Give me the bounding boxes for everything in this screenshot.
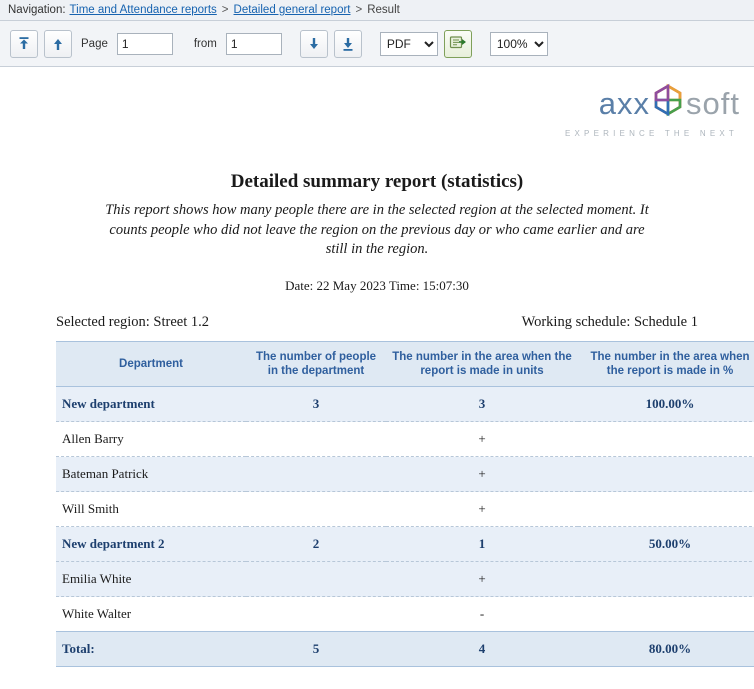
cell-count [246,457,386,492]
report-toolbar [0,21,754,67]
export-format-select[interactable] [380,32,438,56]
cell-person-name: White Walter [56,597,246,632]
report-body [0,67,754,667]
cell-person-name: Allen Barry [56,422,246,457]
previous-page-button[interactable] [44,30,72,58]
cell-total-units: 4 [386,632,578,667]
cell-total-label: Total: [56,632,246,667]
logo-wordmark [599,83,740,125]
last-page-icon [340,36,356,52]
cell-units: - [386,597,578,632]
cell-percent [578,457,754,492]
table-row [56,492,754,527]
cell-units: + [386,492,578,527]
export-button[interactable] [444,30,472,58]
table-row [56,457,754,492]
navigation-label: Navigation: [8,4,66,16]
cell-units: + [386,562,578,597]
report-datetime: Date: 22 May 2023 Time: 15:07:30 [285,277,469,293]
from-label: from [193,37,217,50]
cell-percent [578,492,754,527]
cell-count: 3 [246,387,386,422]
first-page-button[interactable] [10,30,38,58]
navigation-bar [0,0,754,21]
table-row [56,562,754,597]
cell-person-name: Will Smith [56,492,246,527]
column-header-number-in-area-percent: The number in the area when the report is made in % [578,341,754,387]
cell-count [246,422,386,457]
cell-units: 3 [386,387,578,422]
cell-percent: 50.00% [578,527,754,562]
logo-tagline: EXPERIENCE THE NEXT [564,128,738,138]
last-page-button[interactable] [334,30,362,58]
table-row [56,422,754,457]
logo-text-soft: soft [686,85,740,121]
table-header [56,341,754,387]
breadcrumb-separator: > [221,4,229,16]
zoom-select[interactable] [490,32,548,56]
page-number-input[interactable] [117,33,173,55]
report-table [56,341,754,668]
total-pages-input[interactable] [226,33,282,55]
cell-percent [578,562,754,597]
next-page-button[interactable] [300,30,328,58]
report-meta [8,314,746,331]
table-row [56,387,754,422]
cell-units: 1 [386,527,578,562]
logo-text-axx: axx [598,85,651,121]
axxonsoft-logo [565,83,740,138]
column-header-number-in-area-units: The number in the area when the report is made in units [386,341,578,387]
cell-percent: 100.00% [578,387,754,422]
hexagon-icon [651,83,685,125]
table-row-total [56,632,754,667]
previous-page-icon [50,36,66,52]
logo-row [8,67,746,153]
export-icon [449,34,467,53]
cell-total-percent: 80.00% [578,632,754,667]
cell-person-name: Bateman Patrick [56,457,246,492]
breadcrumb-separator-2: > [355,4,363,16]
table-row [56,527,754,562]
page-label: Page [81,37,108,50]
cell-department: New department [56,387,246,422]
breadcrumb-current-result: Result [367,4,400,16]
breadcrumb-link-time-attendance-reports[interactable]: Time and Attendance reports [69,4,217,16]
cell-percent [578,597,754,632]
selected-region-label: Selected region: Street 1.2 [56,313,210,330]
cell-percent [578,422,754,457]
table-header-row [56,341,754,387]
breadcrumb-link-detailed-general-report[interactable]: Detailed general report [233,4,351,16]
cell-person-name: Emilia White [56,562,246,597]
report-description: This report shows how many people there are in the selected region at the selected moment. It counts people who did not leave the region on the previous day or who came earlier and are still in the region. [105,202,649,258]
cell-count: 2 [246,527,386,562]
cell-total-count: 5 [246,632,386,667]
cell-units: + [386,422,578,457]
cell-department: New department 2 [56,527,246,562]
cell-count [246,562,386,597]
column-header-number-in-department: The number of people in the department [246,341,386,387]
table-body [56,387,754,667]
cell-count [246,492,386,527]
working-schedule-label: Working schedule: Schedule 1 [521,313,698,330]
table-row [56,597,754,632]
report-title: Detailed summary report (statistics) [230,171,524,192]
cell-units: + [386,457,578,492]
report-table-wrapper [8,341,750,668]
next-page-icon [306,36,322,52]
first-page-icon [16,36,32,52]
cell-count [246,597,386,632]
column-header-department: Department [56,341,246,387]
